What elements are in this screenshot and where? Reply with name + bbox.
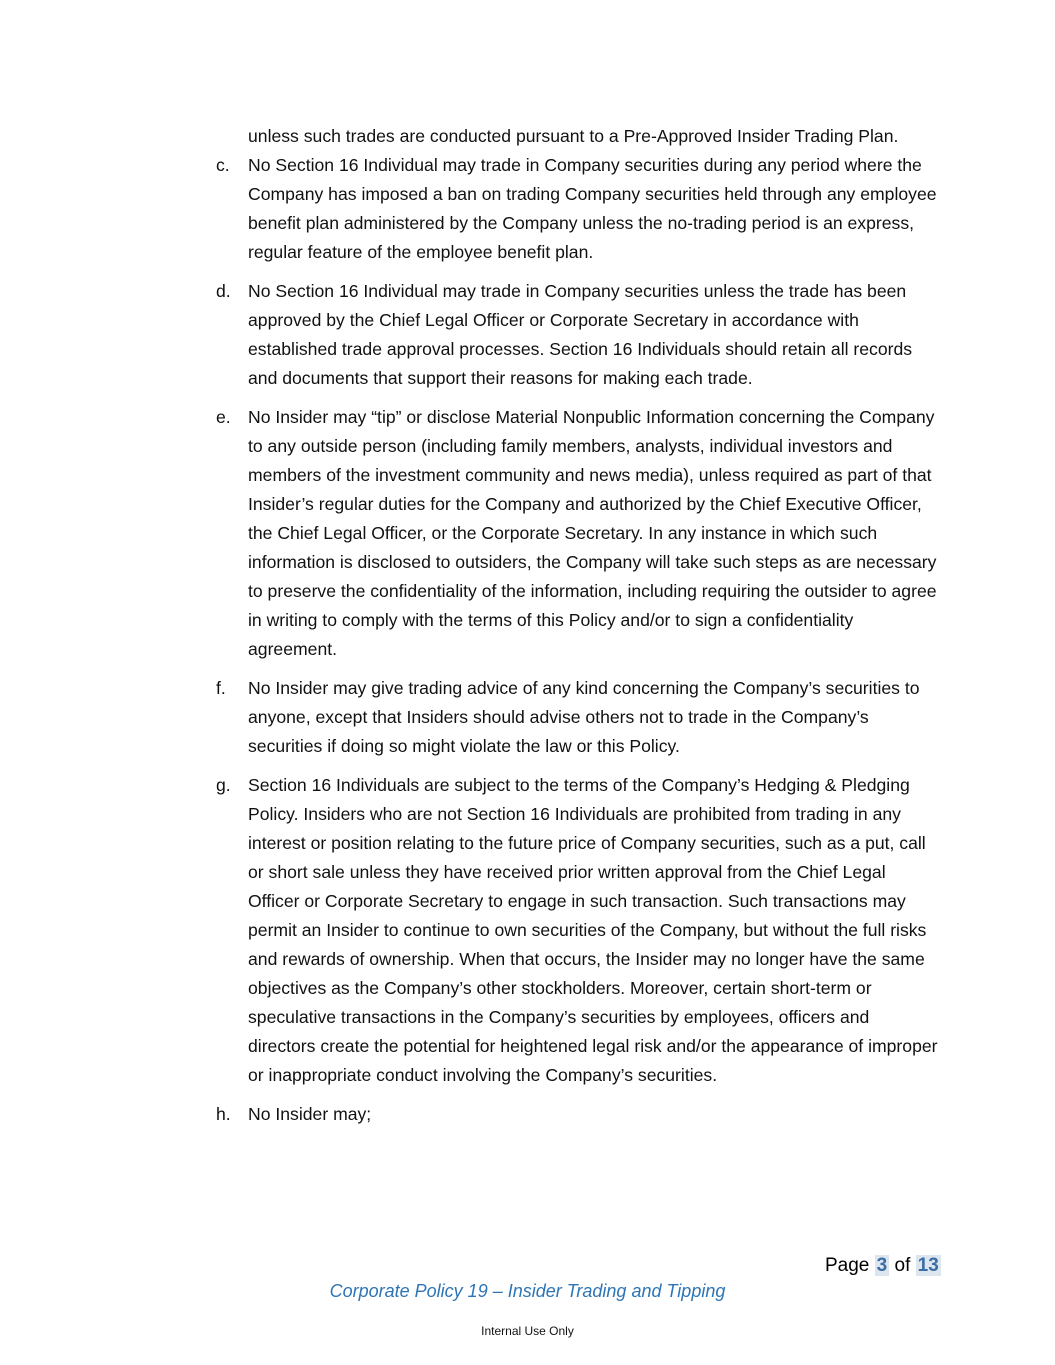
footer-document-title: Corporate Policy 19 – Insider Trading and Tipping: [329, 1281, 726, 1301]
list-item-f: [0, 674, 938, 761]
list-marker: c.: [216, 155, 230, 175]
list-item-text: No Insider may “tip” or disclose Material Nonpublic Information concerning the Company to any outside person (including family members, analysts, individual investors and members of the investment community and news media), unless required as part of that Insider’s regular duties for the Company and authorized by the Chief Executive Officer, the Chief Legal Officer, or the Corporate Secretary. In any instance in which such information is disclosed to outsiders, the Company will take such steps as are necessary to preserve the confidentiality of the information, including requiring the outsider to agree in writing to comply with the terms of this Policy and/or to sign a confidentiality agreement.: [248, 407, 937, 659]
page-number: [825, 1252, 937, 1280]
list-marker: e.: [216, 407, 231, 427]
of-word: of: [894, 1255, 911, 1276]
page-word: Page: [825, 1255, 870, 1276]
list-item-g: [0, 771, 938, 1090]
list-item-text: Section 16 Individuals are subject to the terms of the Company’s Hedging & Pledging Policy. Insiders who are not Section 16 Individuals are prohibited from trading in any interest or position relating to the future price of Company securities, such as a put, call or short sale unless they have received prior written approval from the Chief Legal Officer or Corporate Secretary to engage in such transaction. Such transactions may permit an Insider to continue to own securities of the Company, but without the full risks and rewards of ownership. When that occurs, the Insider may no longer have the same objectives as the Company’s other stockholders. Moreover, certain short-term or speculative transactions in the Company’s securities by employees, officers and directors create the potential for heightened legal risk and/or the appearance of improper or inappropriate conduct involving the Company’s securities.: [248, 775, 938, 1085]
list-item-text: No Section 16 Individual may trade in Company securities unless the trade has been approved by the Chief Legal Officer or Corporate Secretary in accordance with established trade approval processes. Section 16 Individuals should retain all records and documents that support their reasons for making each trade.: [248, 281, 913, 388]
list-marker: f.: [216, 678, 226, 698]
list-marker: g.: [216, 775, 231, 795]
list-item-e: [0, 403, 938, 664]
list-item-d: [0, 277, 938, 393]
list-item-text: No Insider may;: [248, 1104, 372, 1124]
list-item-text: No Section 16 Individual may trade in Company securities during any period where the Company has imposed a ban on trading Company securities held through any employee benefit plan administered by the Company unless the no-trading period is an express, regular feature of the employee benefit plan.: [248, 155, 937, 262]
list-marker: h.: [216, 1104, 231, 1124]
list-item-c: [0, 151, 938, 267]
page-current: 3: [876, 1255, 888, 1276]
page-total: 13: [917, 1255, 939, 1276]
list-item-text: No Insider may give trading advice of any kind concerning the Company’s securities to anyone, except that Insiders should advise others not to trade in the Company’s securities if doing so might violate the law or this Policy.: [248, 678, 920, 756]
continuation-paragraph: unless such trades are conducted pursuant to a Pre-Approved Insider Trading Plan.: [248, 126, 899, 146]
list-item-h: [0, 1100, 938, 1129]
policy-body: [0, 122, 1055, 1129]
footer-classification: Internal Use Only: [481, 1324, 574, 1338]
list-marker: d.: [216, 281, 231, 301]
